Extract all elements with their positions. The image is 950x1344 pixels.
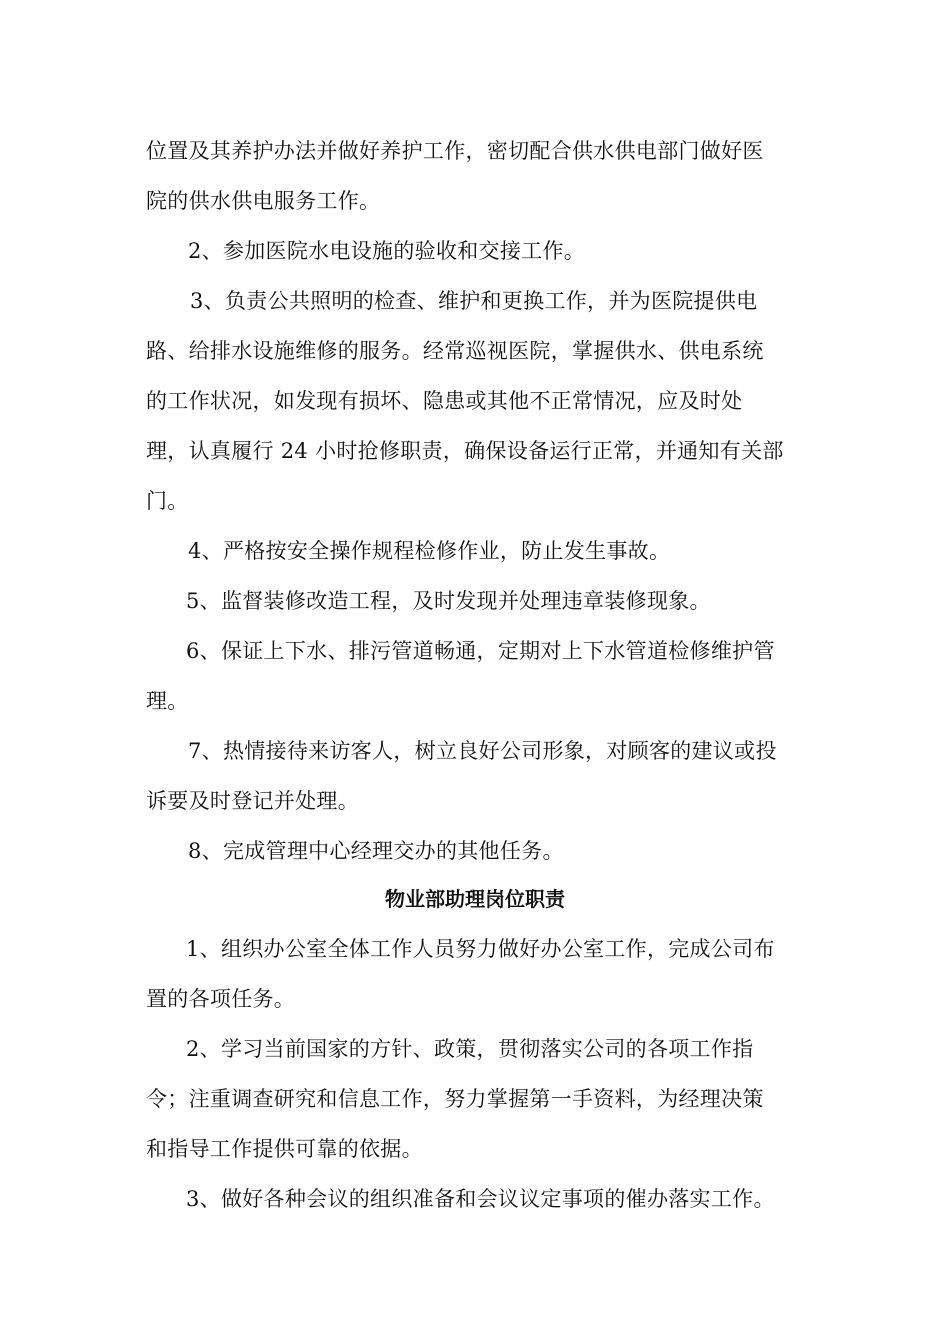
paragraph-line: 理，认真履行 24 小时抢修职责，确保设备运行正常，并通知有关部 — [146, 439, 784, 463]
paragraph-line: 诉要及时登记并处理。 — [146, 789, 359, 813]
list-item-4: 4、严格按安全操作规程检修作业，防止发生事故。 — [188, 539, 671, 563]
list-item-3b: 3、做好各种会议的组织准备和会议议定事项的催办落实工作。 — [186, 1187, 775, 1211]
paragraph-line: 位置及其养护办法并做好养护工作，密切配合供水供电部门做好医 — [146, 139, 764, 163]
paragraph-line: 和指导工作提供可靠的依据。 — [146, 1137, 423, 1161]
list-item-6: 6、保证上下水、排污管道畅通，定期对上下水管道检修维护管 — [186, 639, 775, 663]
list-item-2: 2、参加医院水电设施的验收和交接工作。 — [188, 239, 586, 263]
paragraph-line: 理。 — [146, 689, 189, 713]
list-item-8: 8、完成管理中心经理交办的其他任务。 — [188, 839, 564, 863]
list-item-2b: 2、学习当前国家的方针、政策，贯彻落实公司的各项工作指 — [186, 1037, 754, 1061]
paragraph-line: 门。 — [146, 489, 189, 513]
paragraph-line: 院的供水供电服务工作。 — [146, 189, 381, 213]
list-item-5: 5、监督装修改造工程，及时发现并处理违章装修现象。 — [186, 589, 711, 613]
paragraph-line: 置的各项任务。 — [146, 987, 296, 1011]
list-item-7: 7、热情接待来访客人，树立良好公司形象，对顾客的建议或投 — [188, 739, 777, 763]
paragraph-line: 路、给排水设施维修的服务。经常巡视医院，掌握供水、供电系统 — [146, 339, 764, 363]
list-item-1: 1、组织办公室全体工作人员努力做好办公室工作，完成公司布 — [186, 937, 775, 961]
paragraph-line: 的工作状况，如发现有损坏、隐患或其他不正常情况，应及时处 — [146, 389, 743, 413]
paragraph-line: 令；注重调查研究和信息工作，努力掌握第一手资料，为经理决策 — [146, 1087, 764, 1111]
list-item-3: 3、负责公共照明的检查、维护和更换工作，并为医院提供电 — [190, 289, 758, 313]
section-title: 物业部助理岗位职责 — [385, 887, 565, 911]
